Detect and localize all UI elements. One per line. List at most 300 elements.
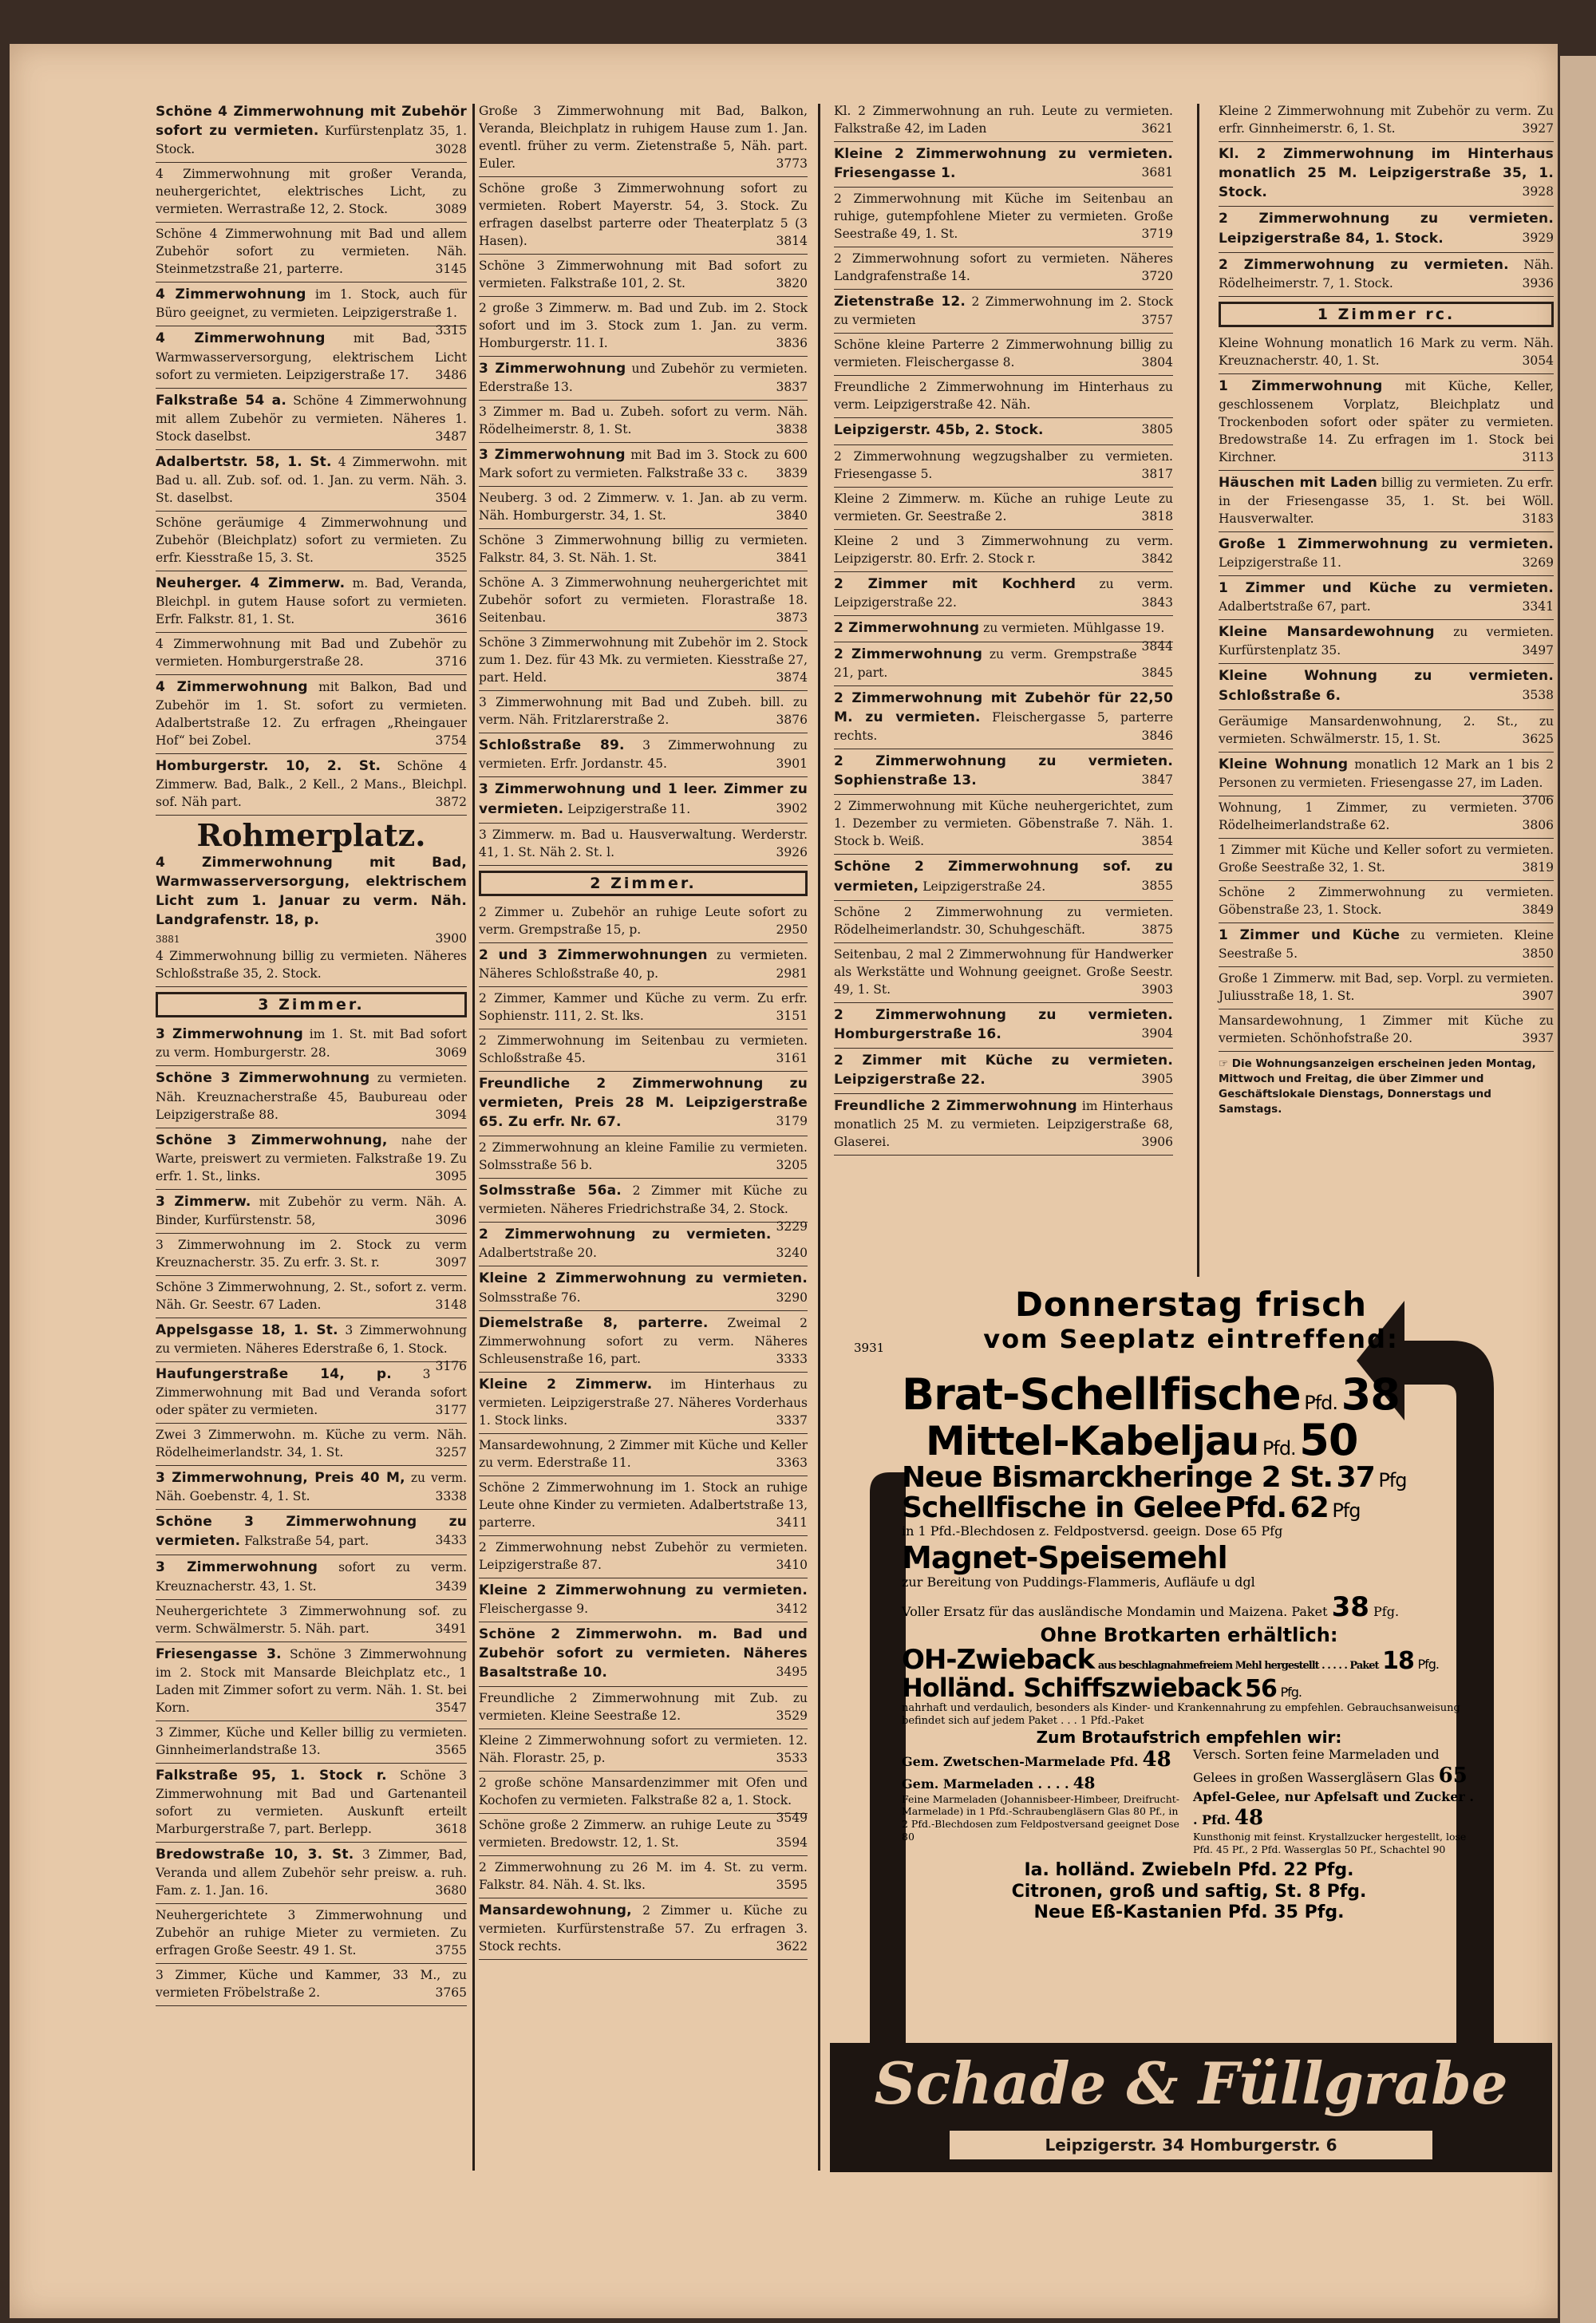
ad-text: mit Zubehör zu verm. Näh. A. Binder, Kurfürstenstr. 58, bbox=[156, 1194, 467, 1227]
ad-number: 3269 bbox=[1522, 555, 1554, 571]
ad-text: Schöne große 2 Zimmerw. an ruhige Leute zu vermieten. Bredowstr. 12, 1. St. bbox=[479, 1818, 772, 1851]
classified-ad bbox=[479, 777, 808, 823]
ad-number: 3844 bbox=[1141, 638, 1173, 654]
ad-text: Schöne 4 Zimmerwohnung mit allem Zubehör zu vermieten. Näheres 1. Stock daselbst. bbox=[156, 393, 467, 444]
ad-number: 3842 bbox=[1141, 551, 1173, 566]
ad-text: Schöne 3 Zimmerwohnung mit Bad sofort zu vermieten. Falkstraße 101, 2. St. bbox=[479, 259, 808, 290]
ad-heading: 2 Zimmerwohnung zu vermieten. Sophienstraße 13. bbox=[834, 753, 1173, 789]
ad-number: 3547 bbox=[435, 1700, 467, 1715]
section-head-aufstrich: Zum Brotaufstrich empfehlen wir: bbox=[1036, 1728, 1342, 1748]
product-note: aus beschlagnahmefreiem Mehl hergestellt . . . . . Paket bbox=[1097, 1660, 1379, 1673]
ad-heading: 2 Zimmer mit Kochherd bbox=[834, 575, 1077, 592]
ad-text: Schöne 3 Zimmerwohnung mit Bad und Gartenanteil sofort zu vermieten. Auskunft erteilt Marburgerstraße 7, part. Berlepp. bbox=[156, 1768, 467, 1836]
ad-heading: 2 Zimmerwohnung zu vermieten. bbox=[479, 1227, 772, 1243]
product-price: 18 bbox=[1382, 1647, 1414, 1676]
product-name: Mittel-Kabeljau bbox=[926, 1417, 1259, 1464]
product-name: Gem. Zwetschen-Marmelade Pfd. bbox=[902, 1754, 1139, 1770]
classified-ad bbox=[156, 1424, 467, 1466]
ad-text: Neuhergerichtete 3 Zimmerwohnung sof. zu verm. Schwälmerstr. 5. Näh. part. bbox=[156, 1603, 467, 1636]
ad-heading: Kleine Mansardewohnung bbox=[1219, 624, 1435, 641]
ad-text: Kl. 2 Zimmerwohnung an ruh. Leute zu vermieten. Falkstraße 42, im Laden bbox=[834, 104, 1173, 136]
ad-heading: Falkstraße 95, 1. Stock r. bbox=[156, 1767, 387, 1784]
classified-ad bbox=[479, 100, 808, 177]
classified-ad bbox=[479, 401, 808, 443]
ad-text: 2 Zimmer, Kammer und Küche zu verm. Zu erfr. Sophienstr. 111, 2. St. lks. bbox=[479, 990, 808, 1023]
ad-heading: 4 Zimmerwohnung bbox=[156, 286, 306, 303]
product-unit: Pfg. bbox=[1280, 1685, 1302, 1701]
ad-text: 2 Zimmerwohnung zu 26 M. im 4. St. zu verm. Falkstr. 84. Näh. 4. St. lks. bbox=[479, 1860, 808, 1893]
classified-ad bbox=[479, 1136, 808, 1179]
product-unit: Pfd. bbox=[1262, 1436, 1296, 1460]
ad-number: 3096 bbox=[435, 1212, 467, 1227]
classified-ad bbox=[1219, 332, 1554, 374]
classified-ad bbox=[156, 571, 467, 633]
classified-ad bbox=[156, 675, 467, 754]
classified-ad bbox=[834, 247, 1173, 290]
ad-number: 3069 bbox=[435, 1045, 467, 1061]
classified-ad bbox=[1219, 374, 1554, 471]
ad-text: im Hinterhaus monatlich 25 M. zu vermieten. Leipzigerstraße 68, Glaserei. bbox=[834, 1099, 1173, 1150]
classified-ad bbox=[834, 100, 1173, 142]
section-3-zimmer: 3 Zimmer. bbox=[156, 992, 467, 1017]
ad-heading: Kl. 2 Zimmerwohnung im Hinterhaus monatlich 25 M. Leipzigerstraße 35, 1. Stock. bbox=[1219, 146, 1554, 201]
ad-number: 3622 bbox=[776, 1939, 808, 1954]
ad-text: Schöne 4 Zimmerwohnung mit Bad und allem Zubehör sofort zu vermieten. Näh. Steinmetzstraße 21, parterre. bbox=[156, 227, 467, 277]
ad-number: 3906 bbox=[1141, 1135, 1173, 1150]
ad-text: Neuhergerichtete 3 Zimmerwohnung und Zubehör an ruhige Mieter zu vermieten. Zu erfragen Große Seestr. 49 1. St. bbox=[156, 1907, 467, 1958]
ad-text: Mansardewohnung, 2 Zimmer mit Küche und Keller zu verm. Ederstraße 11. bbox=[479, 1437, 808, 1470]
product-price: 56 bbox=[1245, 1675, 1277, 1704]
classified-ad bbox=[479, 1029, 808, 1072]
ad-heading: Adalbertstr. 58, 1. St. bbox=[156, 453, 332, 470]
column-rule bbox=[818, 104, 820, 2171]
classified-ad bbox=[834, 334, 1173, 376]
ad-text: Schöne 2 Zimmerwohnung zu vermieten. Rödelheimerlandstr. 30, Schuhgeschäft. bbox=[834, 904, 1173, 937]
ad-text: Adalbertstraße 67, part. bbox=[1219, 599, 1371, 614]
product-name: Gem. Marmeladen . . . . bbox=[902, 1776, 1069, 1792]
classified-ad bbox=[1219, 471, 1554, 532]
ad-text: Leipzigerstraße 11. bbox=[1219, 555, 1341, 571]
ad-number: 3720 bbox=[1141, 269, 1173, 284]
product-price: 50 bbox=[1299, 1414, 1358, 1465]
classified-ad bbox=[479, 487, 808, 529]
ad-number: 3205 bbox=[776, 1158, 808, 1173]
ad-text: 2 Zimmerwohnung sofort zu vermieten. Näheres Landgrafenstraße 14. bbox=[834, 251, 1173, 284]
ad-text: 1 Zimmer mit Küche und Keller sofort zu vermieten. Große Seestraße 32, 1. St. bbox=[1219, 842, 1554, 875]
ad-number: 3876 bbox=[776, 713, 808, 728]
product-name: Apfel-Gelee, nur Apfelsaft und Zucker . . Pfd. bbox=[1193, 1788, 1474, 1827]
ad-number: 3161 bbox=[776, 1050, 808, 1065]
classified-ad bbox=[156, 1904, 467, 1964]
ad-number: 3817 bbox=[1141, 466, 1173, 481]
ad-text: und Zubehör zu vermieten. Ederstraße 13. bbox=[479, 361, 808, 395]
classified-ad bbox=[1219, 576, 1554, 620]
ad-heading: 3 Zimmerwohnung bbox=[479, 361, 626, 377]
ad-heading: Kleine 2 Zimmerw. bbox=[479, 1376, 653, 1393]
product-zwiebeln: Ia. holländ. Zwiebeln Pfd. 22 Pfg. bbox=[1024, 1860, 1354, 1881]
ad-heading: 2 Zimmerwohnung zu vermieten. Homburgerstraße 16. bbox=[834, 1006, 1173, 1042]
ad-text: zu verm. Näh. Goebenstr. 4, 1. St. bbox=[156, 1471, 468, 1504]
ad-heading: Diemelstraße 8, parterre. bbox=[479, 1314, 709, 1331]
ad-heading: Große 1 Zimmerwohnung zu vermieten. bbox=[1219, 536, 1554, 552]
product-name: Neue Bismarckheringe 2 St. bbox=[902, 1461, 1333, 1495]
classified-ad bbox=[156, 1600, 467, 1642]
classified-ad bbox=[1219, 753, 1554, 808]
ad-number: 3901 bbox=[776, 757, 808, 772]
ad-heading: Kleine 2 Zimmerwohnung zu vermieten. Friesengasse 1. bbox=[834, 146, 1173, 182]
product-price: 38 bbox=[1341, 1369, 1400, 1420]
ad-number: 3411 bbox=[776, 1515, 808, 1530]
classified-ad bbox=[479, 943, 808, 987]
classified-ad bbox=[834, 901, 1173, 943]
ad-list-3-zimmer-cont bbox=[479, 100, 808, 866]
ad-number: 3616 bbox=[435, 611, 467, 626]
classified-ad bbox=[1219, 967, 1554, 1009]
classified-ad bbox=[834, 376, 1173, 418]
product-price: 38 bbox=[1331, 1590, 1369, 1623]
ad-heading: 2 Zimmerwohnung mit Zubehör für 22,50 M. zu vermieten. bbox=[834, 689, 1173, 725]
ad-number: 3937 bbox=[1522, 1030, 1554, 1045]
ad-text: 2 Zimmerwohnung mit Küche im Seitenbau an ruhige, gutempfohlene Mieter zu vermieten. Große Seestraße 49, 1. St. bbox=[834, 192, 1173, 242]
ad-text: Freundliche 2 Zimmerwohnung im Hinterhaus zu verm. Leipzigerstraße 42. Näh. bbox=[834, 380, 1173, 413]
ad-text: Fleischergasse 9. bbox=[479, 1601, 589, 1616]
ad-heading: Neuherger. 4 Zimmerw. bbox=[156, 575, 346, 591]
ad-text: Zwei 3 Zimmerwohn. m. Küche zu verm. Näh. Rödelheimerlandstr. 34, 1. St. bbox=[156, 1428, 467, 1460]
classified-ad bbox=[479, 1772, 808, 1826]
brand-address: Leipzigerstr. 34 Homburgerstr. 6 bbox=[950, 2131, 1432, 2159]
product-note: in 1 Pfd.-Blechdosen z. Feldpostversd. geeign. Dose 65 Pfg bbox=[902, 1523, 1283, 1539]
classified-ad bbox=[156, 1128, 467, 1190]
rohmerplatz-head: 4 Zimmerwohnung mit Bad, Warmwasserversorgung, elektrischem Licht zum 1. Januar zu verm. Näh. Landgrafenstr. 18, p. bbox=[156, 854, 467, 929]
column-3 bbox=[834, 100, 1173, 1156]
ad-number: 3818 bbox=[1141, 508, 1173, 523]
ad-text: nahe der Warte, preiswert zu vermieten. Falkstraße 19. Zu erfr. 1. St., links. bbox=[156, 1132, 468, 1183]
product-note: nahrhaft und verdaulich, besonders als Kinder- und Krankennahrung zu empfehlen. Gebrauchsanweisung befindet sich auf jedem Paket . . . 1 Pfd.-Paket bbox=[902, 1701, 1460, 1727]
ad-number: 3549 bbox=[776, 1811, 808, 1826]
ad-text: 3 Zimmerwohnung zu vermieten. Näheres Ederstraße 6, 1. Stock. bbox=[156, 1322, 468, 1356]
ad-heading: 3 Zimmerw. bbox=[156, 1193, 251, 1210]
classified-ad bbox=[479, 1814, 808, 1856]
ad-number: 3533 bbox=[776, 1751, 808, 1766]
ad-number: 3337 bbox=[776, 1412, 808, 1428]
ad-number: 3765 bbox=[435, 1985, 467, 2000]
ad-text: 2 Zimmer u. Zubehör an ruhige Leute sofort zu verm. Grempstraße 15, p. bbox=[479, 904, 808, 937]
product-note: Feine Marmeladen (Johannisbeer-Himbeer, Dreifrucht-Marmelade) in 1 Pfd.-Schraubengläsern Glas 80 Pf., in 2 Pfd.-Blechdosen zum Feldpostversand geeignet Dose 80 bbox=[902, 1792, 1180, 1843]
ad-heading: Häuschen mit Laden bbox=[1219, 474, 1378, 491]
ad-number: 3333 bbox=[776, 1351, 808, 1366]
column-2 bbox=[479, 100, 808, 1960]
classified-ad bbox=[156, 1276, 467, 1318]
ad-number: 3819 bbox=[1522, 859, 1554, 875]
ad-text: 3 Zimmerw. m. Bad u. Hausverwaltung. Werderstr. 41, 1. St. Näh 2. St. l. bbox=[479, 827, 808, 859]
ad-text: 2 Zimmerwohnung im 2. Stock zu vermieten bbox=[834, 294, 1173, 328]
classified-ad bbox=[479, 1856, 808, 1898]
vegetables bbox=[902, 1860, 1476, 1923]
ad-number: 3028 bbox=[435, 142, 467, 157]
ad-heading: 1 Zimmer und Küche zu vermieten. bbox=[1219, 580, 1554, 597]
ad-text: m. Bad, Veranda, Bleichpl. in gutem Hause sofort zu vermieten. Erfr. Falkstr. 81, 1. St. bbox=[156, 575, 467, 626]
ad-heading: 3 Zimmerwohnung bbox=[156, 1559, 318, 1576]
fish-advertisement bbox=[830, 1285, 1552, 2172]
ad-text: Solmsstraße 76. bbox=[479, 1290, 581, 1305]
product-citronen: Citronen, groß und saftig, St. 8 Pfg. bbox=[1011, 1881, 1367, 1902]
ad-number: 3928 bbox=[1522, 184, 1554, 200]
classified-ad bbox=[156, 282, 467, 338]
ad-number: 3491 bbox=[435, 1621, 467, 1636]
ad-heading: 1 Zimmer und Küche bbox=[1219, 926, 1400, 943]
ad-number: 3773 bbox=[776, 156, 808, 171]
ad-number: 3902 bbox=[776, 800, 808, 816]
classified-ad bbox=[479, 529, 808, 571]
ad-number: 3874 bbox=[776, 670, 808, 685]
product-name: Magnet-Speisemehl bbox=[902, 1539, 1227, 1575]
ad-text: Schöne 3 Zimmerwohnung im 2. Stock mit Mansarde Bleichplatz etc., 1 Laden mit Zimmer sofort zu verm. Näh. 1. St. bei Korn. bbox=[156, 1646, 467, 1715]
rohmerplatz-title: Rohmerplatz. bbox=[196, 817, 426, 854]
ad-number: 3145 bbox=[435, 262, 467, 277]
marmelade-grid bbox=[902, 1747, 1476, 1855]
ad-list-2-zimmer-cont bbox=[834, 100, 1173, 1156]
ad-text: Leipzigerstraße 24. bbox=[922, 879, 1046, 894]
classified-ad bbox=[156, 1642, 467, 1721]
classified-ad bbox=[834, 749, 1173, 795]
ad-heading: Schöne 2 Zimmerwohn. m. Bad und Zubehör sofort zu vermieten. Näheres Basaltstraße 10. bbox=[479, 1626, 808, 1681]
ad-heading: Zietenstraße 12. bbox=[834, 294, 966, 310]
product-unit: Paket bbox=[1291, 1603, 1328, 1619]
ad-number: 3755 bbox=[435, 1942, 467, 1958]
ad-heading: Homburgerstr. 10, 2. St. bbox=[156, 758, 381, 774]
ad-number: 3850 bbox=[1522, 946, 1554, 961]
product-list bbox=[902, 1369, 1476, 1924]
ad-number: 3538 bbox=[1522, 687, 1554, 702]
classified-ad bbox=[479, 987, 808, 1029]
ad-heading: Freundliche 2 Zimmerwohnung zu vermieten, Preis 28 M. Leipzigerstraße 65. Zu erfr. Nr. 67. bbox=[479, 1075, 808, 1130]
classified-ad bbox=[1219, 664, 1554, 709]
classified-ad bbox=[156, 1510, 467, 1555]
classified-ad bbox=[156, 1318, 468, 1373]
ad-number: 2981 bbox=[776, 966, 808, 981]
ad-text: zu vermieten. Näh. Kreuznacherstraße 45, Baubureau oder Leipzigerstraße 88. bbox=[156, 1071, 468, 1122]
ad-number: 3847 bbox=[1141, 772, 1173, 788]
ad-text: sofort zu verm. Kreuznacherstr. 43, 1. St. bbox=[156, 1560, 467, 1594]
ad-headline: Donnerstag frisch bbox=[1015, 1285, 1367, 1324]
ad-number: 3054 bbox=[1522, 353, 1554, 368]
ad-text: im Hinterhaus zu vermieten. Leipzigerstraße 27. Näheres Vorderhaus 1. Stock links. bbox=[479, 1377, 808, 1428]
ad-number: 3843 bbox=[1141, 595, 1173, 610]
ad-heading: Kleine 2 Zimmerwohnung zu vermieten. bbox=[479, 1582, 808, 1598]
ad-number: 3338 bbox=[435, 1489, 467, 1504]
product-brat-schellfische bbox=[902, 1369, 1476, 1420]
classified-ad bbox=[1219, 253, 1554, 297]
ad-text: zu vermieten. Kurfürstenplatz 35. bbox=[1219, 625, 1554, 658]
section-head-brotkarten: Ohne Brotkarten erhältlich: bbox=[1040, 1624, 1338, 1647]
ad-heading: Friesengasse 3. bbox=[156, 1645, 282, 1662]
ad-heading: Solmsstraße 56a. bbox=[479, 1183, 622, 1199]
ad-text: Schöne 3 Zimmerwohnung, 2. St., sofort z. verm. Näh. Gr. Seestr. 67 Laden. bbox=[156, 1279, 467, 1312]
classified-ad bbox=[834, 188, 1173, 247]
classified-ad bbox=[479, 733, 808, 777]
product-price: 48 bbox=[1142, 1748, 1171, 1772]
product-price: 65 bbox=[1438, 1764, 1468, 1788]
ad-number: 3148 bbox=[435, 1297, 467, 1312]
product-unit: Pfd. bbox=[1224, 1491, 1287, 1525]
ad-heading: 3 Zimmerwohnung, Preis 40 M, bbox=[156, 1470, 405, 1487]
ad-number: 3410 bbox=[776, 1557, 808, 1572]
product-mittel-kabeljau bbox=[926, 1414, 1476, 1465]
product-price: 62 bbox=[1290, 1491, 1329, 1525]
ad-list-4-zimmer bbox=[156, 100, 467, 816]
ad-heading: Haufungerstraße 14, p. bbox=[156, 1365, 392, 1382]
classified-ad bbox=[1219, 207, 1554, 252]
section-2-zimmer: 2 Zimmer. bbox=[479, 871, 808, 896]
classified-ad bbox=[479, 1476, 808, 1536]
ad-number: 3495 bbox=[776, 1665, 808, 1680]
ad-number: 3529 bbox=[776, 1709, 808, 1724]
ad-text: 3 Zimmer, Küche und Keller billig zu vermieten. Ginnheimerlandstraße 13. bbox=[156, 1724, 467, 1757]
product-price: 48 bbox=[1073, 1772, 1096, 1792]
classified-ad bbox=[834, 488, 1173, 530]
ad-text: 2 Zimmerwohnung mit Küche neuhergerichtet, zum 1. Dezember zu vermieten. Göbenstraße 7. Näh. 1. Stock b. Weiß. bbox=[834, 799, 1173, 849]
ad-number: 3504 bbox=[435, 490, 467, 505]
ad-number: 3716 bbox=[435, 654, 467, 669]
ad-heading: Schöne 3 Zimmerwohnung zu vermieten. bbox=[156, 1514, 467, 1550]
ad-number: 3183 bbox=[1522, 512, 1554, 526]
ad-heading: Schöne 4 Zimmerwohnung mit Zubehör sofort zu vermieten. bbox=[156, 104, 467, 140]
ad-number: 3341 bbox=[1522, 599, 1554, 614]
ad-list-2-zimmer-end bbox=[1219, 100, 1554, 297]
ad-text: mit Bad, Warmwasserversorgung, elektrischem Licht sofort zu vermieten. Leipzigerstraße 17. bbox=[156, 331, 467, 382]
classified-ad bbox=[834, 616, 1173, 654]
classified-ad bbox=[156, 1190, 467, 1234]
side-number: 3881 bbox=[156, 934, 180, 946]
classified-ad bbox=[156, 754, 467, 816]
ad-number: 3151 bbox=[776, 1008, 808, 1023]
ad-subheadline: vom Seeplatz eintreffend: bbox=[983, 1324, 1399, 1354]
ad-text: mit Küche, Keller, geschlossenem Vorplatz, Bleichplatz und Trockenboden sofort oder später zu vermieten. Bredowstraße 14. Zu erfragen im 1. Stock bei Kirchner. bbox=[1219, 378, 1554, 464]
ad-number: 3113 bbox=[1522, 449, 1554, 464]
classified-ad bbox=[479, 1223, 808, 1266]
classified-ad bbox=[834, 1049, 1173, 1094]
ad-heading: 1 Zimmerwohnung bbox=[1219, 377, 1383, 394]
product-bismarckheringe bbox=[902, 1463, 1476, 1493]
ad-number: 3095 bbox=[435, 1168, 467, 1183]
ad-text: Kurfürstenplatz 35, 1. Stock. bbox=[156, 124, 467, 157]
classified-ad bbox=[479, 824, 808, 866]
classified-ad bbox=[1219, 532, 1554, 576]
ad-text: Zweimal 2 Zimmerwohnung sofort zu verm. Näheres Schleusenstraße 16, part. bbox=[479, 1315, 808, 1366]
column-rule bbox=[1197, 104, 1199, 1277]
ad-text: zu verm. Grempstraße 21, part. bbox=[834, 646, 1137, 680]
ad-text: Kleine 2 Zimmerw. m. Küche an ruhige Leute zu vermieten. Gr. Seestraße 2. bbox=[834, 491, 1173, 523]
classified-ad bbox=[156, 389, 467, 450]
classified-ad bbox=[1219, 1009, 1554, 1052]
classified-ad bbox=[156, 223, 467, 282]
ad-heading: 2 Zimmerwohnung bbox=[834, 619, 980, 636]
ad-text: 3 Zimmer, Bad, Veranda und allem Zubehör sehr preisw. a. ruh. Fam. z. 1. Jan. 16. bbox=[156, 1847, 467, 1898]
ad-number: 3525 bbox=[435, 550, 467, 565]
ad-number: 3838 bbox=[776, 422, 808, 437]
ad-text: 2 große schöne Mansardenzimmer mit Ofen und Kochofen zu vermieten. Falkstraße 82 a, 1. Stock. bbox=[479, 1776, 808, 1808]
ad-text: 3 Zimmer, Küche und Kammer, 33 M., zu vermieten Fröbelstraße 2. bbox=[156, 1967, 467, 2000]
ad-heading: 4 Zimmerwohnung bbox=[156, 678, 308, 695]
ad-text: billig zu vermieten. Zu erfr. in der Friesengasse 35, 1. St. bei Wöll. Hausverwalter. bbox=[1219, 475, 1554, 526]
classified-ad bbox=[479, 1578, 808, 1622]
ad-heading: Appelsgasse 18, 1. St. bbox=[156, 1322, 338, 1338]
ad-text: 4 Zimmerwohnung mit Bad und Zubehör zu vermieten. Homburgerstraße 28. bbox=[156, 636, 467, 669]
ad-list-1-zimmer bbox=[1219, 332, 1554, 1052]
ad-text: mit Balkon, Bad und Zubehör im 1. St. sofort zu vermieten. Adalbertstraße 12. Zu erfragen „Rheingauer Hof“ bei Zobel. bbox=[156, 679, 467, 748]
classified-ad bbox=[1219, 881, 1554, 923]
classified-ad bbox=[1219, 100, 1554, 142]
ad-text: Große 3 Zimmerwohnung mit Bad, Balkon, Veranda, Bleichplatz in ruhigem Hause zum 1. Jan. eventl. früher zu verm. Zietenstraße 5, Näh. part. Euler. bbox=[479, 104, 808, 171]
ad-number: 3904 bbox=[1141, 1025, 1173, 1041]
ad-text: Fleischergasse 5, parterre rechts. bbox=[834, 710, 1173, 744]
ad-text: 2 Zimmerwohnung nebst Zubehör zu vermieten. Leipzigerstraße 87. bbox=[479, 1539, 808, 1572]
ad-number: 3836 bbox=[776, 336, 808, 350]
ad-number: 3719 bbox=[1141, 227, 1173, 242]
product-unit: Pfg bbox=[1332, 1499, 1361, 1523]
ad-number: 3497 bbox=[1522, 643, 1554, 658]
ad-text: Näh. Rödelheimerstr. 7, 1. Stock. bbox=[1219, 257, 1554, 290]
ad-number: 3840 bbox=[776, 508, 808, 523]
classified-ad bbox=[156, 633, 467, 675]
product-name: Holländ. Schiffszwieback bbox=[902, 1673, 1242, 1704]
ad-number: 3595 bbox=[776, 1878, 808, 1893]
ad-number: 3837 bbox=[776, 380, 808, 395]
classified-ad bbox=[1219, 923, 1554, 967]
ad-heading: 3 Zimmerwohnung und 1 leer. Zimmer zu vermieten. bbox=[479, 781, 808, 817]
ad-text: Große 1 Zimmerw. mit Bad, sep. Vorpl. zu vermieten. Juliusstraße 18, 1. St. bbox=[1219, 970, 1554, 1003]
classified-ad bbox=[479, 357, 808, 401]
ad-number: 3855 bbox=[1141, 878, 1173, 893]
ad-header bbox=[830, 1285, 1552, 1354]
ad-number: 3363 bbox=[776, 1455, 808, 1470]
classified-ad bbox=[834, 1094, 1173, 1156]
ad-heading: Falkstraße 54 a. bbox=[156, 392, 286, 409]
classified-ad bbox=[156, 1721, 467, 1764]
ad-text: Schöne kleine Parterre 2 Zimmerwohnung billig zu vermieten. Fleischergasse 8. bbox=[834, 338, 1173, 370]
ad-text: Schöne 2 Zimmerwohnung im 1. Stock an ruhige Leute ohne Kinder zu vermieten. Adalbertstraße 13, parterre. bbox=[479, 1480, 808, 1530]
classified-ad bbox=[156, 512, 467, 571]
ad-number: 3814 bbox=[776, 234, 808, 248]
ad-text: Falkstraße 54, part. bbox=[244, 1534, 369, 1549]
ad-text: im 1. Stock, auch für Büro geeignet, zu vermieten. Leipzigerstraße 1. bbox=[156, 287, 467, 321]
ad-number: 3680 bbox=[435, 1882, 467, 1898]
ad-text: Schöne geräumige 4 Zimmerwohnung und Zubehör (Bleichplatz) sofort zu vermieten. Zu erfr. Kiesstraße 15, 3. St. bbox=[156, 515, 467, 565]
classified-ad bbox=[156, 1234, 467, 1276]
product-note: zur Bereitung von Puddings-Flammeris, Aufläufe u dgl bbox=[902, 1574, 1255, 1590]
classified-ad bbox=[834, 572, 1173, 616]
ad-text: Schöne A. 3 Zimmerwohnung neuhergerichtet mit Zubehör sofort zu vermieten. Florastraße 18. Seitenbau. bbox=[479, 575, 808, 626]
ad-text: 4 Zimmerwohnung billig zu vermieten. Näheres Schloßstraße 35, 2. Stock. bbox=[156, 949, 467, 982]
ad-text: 2 Zimmer u. Küche zu vermieten. Kurfürstenstraße 57. Zu erfragen 3. Stock rechts. bbox=[479, 1903, 808, 1954]
classified-ad bbox=[479, 571, 808, 631]
product-name: Versch. Sorten feine Marmeladen und Gelees in großen Wassergläsern Glas bbox=[1193, 1747, 1440, 1786]
ad-text: im 1. St. mit Bad sofort zu verm. Homburgerstr. 28. bbox=[156, 1027, 467, 1061]
ad-number: 3929 bbox=[1522, 230, 1554, 245]
ad-text: Wohnung, 1 Zimmer, zu vermieten. Rödelheimerlandstraße 62. bbox=[1219, 800, 1518, 832]
ad-heading: Kleine Wohnung bbox=[1219, 756, 1349, 772]
ad-text: Kleine 2 und 3 Zimmerwohnung zu verm. Leipzigerstr. 80. Erfr. 2. Stock r. bbox=[834, 533, 1173, 566]
ad-text: 2 Zimmer mit Küche zu vermieten. Näheres Friedrichstraße 34, 2. Stock. bbox=[479, 1183, 808, 1217]
classified-ad bbox=[156, 326, 467, 388]
product-text: Voller Ersatz für das ausländische Mondamin und Maizena. bbox=[902, 1603, 1288, 1619]
ad-text: Seitenbau, 2 mal 2 Zimmerwohnung für Handwerker als Werkstätte und Wohnung geeignet. Große Seestr. 49, 1. St. bbox=[834, 946, 1173, 997]
classified-ad bbox=[1219, 839, 1554, 881]
ad-text: Schöne 3 Zimmerwohnung mit Zubehör im 2. Stock zum 1. Dez. für 43 Mk. zu vermieten. Kiesstraße 27, part. Held. bbox=[479, 635, 808, 685]
classified-ad bbox=[479, 443, 808, 487]
product-description bbox=[902, 1590, 1476, 1625]
ad-rohmerplatz bbox=[156, 816, 467, 987]
